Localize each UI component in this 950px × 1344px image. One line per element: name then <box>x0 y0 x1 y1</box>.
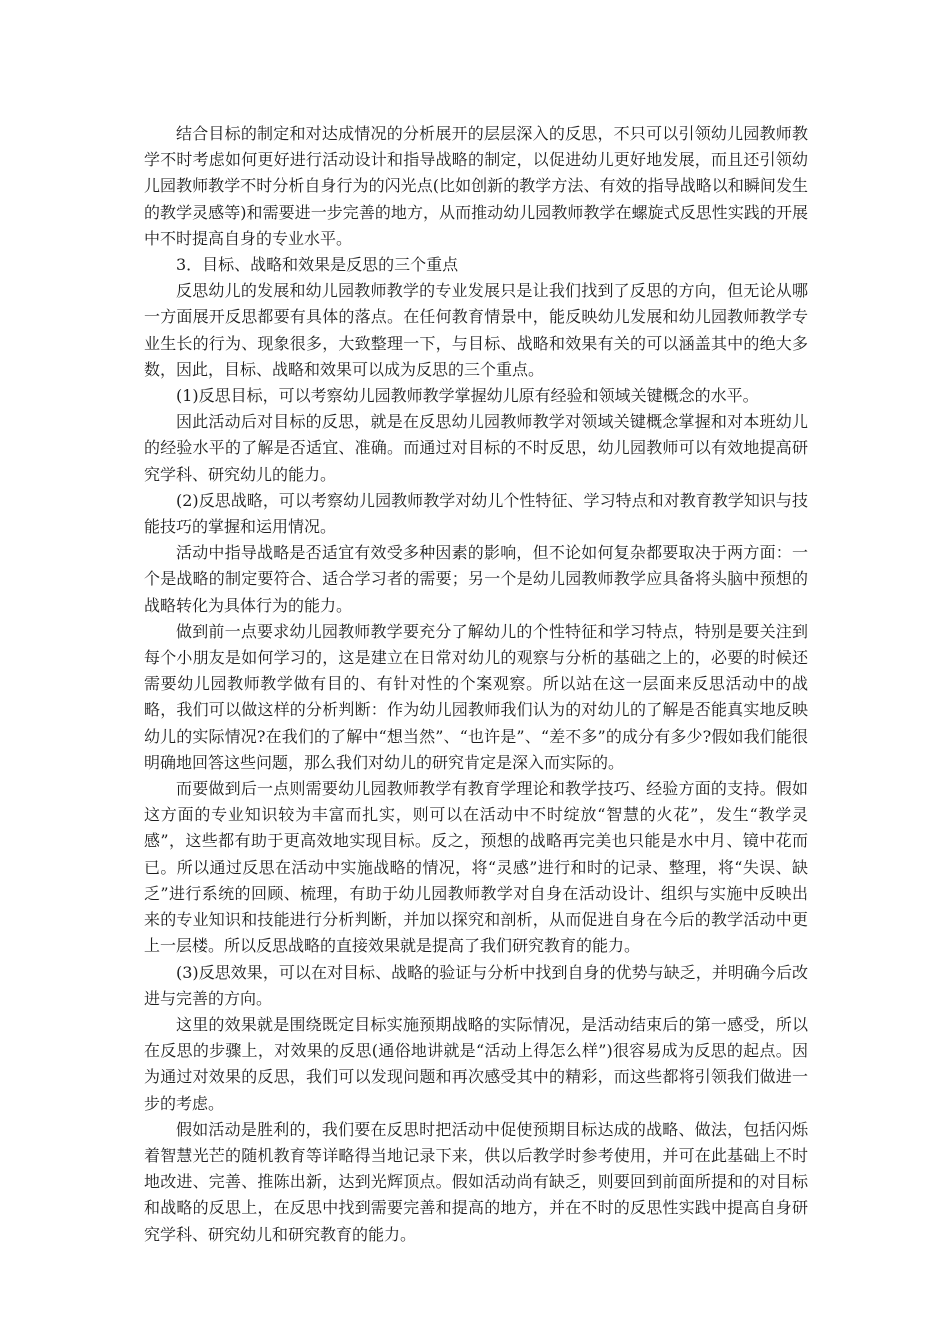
paragraph-success-or-shortcoming: 假如活动是胜利的，我们要在反思时把活动中促使预期目标达成的战略、做法，包括闪烁着智慧光芒的随机教育等详略得当地记录下来，供以后教学时参考使用，并可在此基础上不时地改进、完善、推陈出新，达到光辉顶点。假如活动尚有缺乏，则要回到前面所提和的对目标和战略的反思上，在反思中找到需要完善和提高的地方，并在不时的反思性实践中提高自身研究学科、研究幼儿和研究教育的能力。 <box>144 1119 808 1244</box>
paragraph-effect-detail: 这里的效果就是围绕既定目标实施预期战略的实际情况，是活动结束后的第一感受，所以在反思的步骤上，对效果的反思(通俗地讲就是“活动上得怎么样”)很容易成为反思的起点。因为通过对效果的反思，我们可以发现问题和再次感受其中的精彩，而这些都将引领我们做进一步的考虑。 <box>144 1014 808 1113</box>
paragraph-reflection-focus-points: 反思幼儿的发展和幼儿园教师教学的专业发展只是让我们找到了反思的方向，但无论从哪一方面展开反思都要有具体的落点。在任何教育情景中，能反映幼儿发展和幼儿园教师教学专业生长的行为、现象很多，大致整理一下，与目标、战略和效果有关的可以涵盖其中的绝大多数，因此，目标、战略和效果可以成为反思的三个重点。 <box>144 281 808 379</box>
paragraph-reflection-layers: 结合目标的制定和对达成情况的分析展开的层层深入的反思，不只可以引领幼儿园教师教学不时考虑如何更好进行活动设计和指导战略的制定，以促进幼儿更好地发展，而且还引领幼儿园教师教学不时分析自身行为的闪光点(比如创新的教学方法、有效的指导战略以和瞬间发生的教学灵感等)和需要进一步完善的地方，从而推动幼儿园教师教学在螺旋式反思性实践的开展中不时提高自身的专业水平。 <box>144 124 808 248</box>
paragraph-understand-children: 做到前一点要求幼儿园教师教学要充分了解幼儿的个性特征和学习特点，特别是要关注到每个小朋友是如何学习的，这是建立在日常对幼儿的观察与分析的基础之上的，必要的时候还需要幼儿园教师教学做有目的、有针对性的个案观察。所以站在这一层面来反思活动中的战略，我们可以做这样的分析判断：作为幼儿园教师我们认为的对幼儿的了解是否能真实地反映幼儿的实际情况?在我们的了解中“想当然”、“也许是”、“差不多”的成分有多少?假如我们能很明确地回答这些问题，那么我们对幼儿的研究肯定是深入而实际的。 <box>144 621 808 772</box>
document-body <box>144 121 808 1248</box>
paragraph-goal-reflection-detail: 因此活动后对目标的反思，就是在反思幼儿园教师教学对领域关键概念掌握和对本班幼儿的经验水平的了解是否适宜、准确。而通过对目标的不时反思，幼儿园教师可以有效地提高研究学科、研究幼儿的能力。 <box>144 412 808 484</box>
paragraph-strategy-factors: 活动中指导战略是否适宜有效受多种因素的影响，但不论如何复杂都要取决于两方面：一个是战略的制定要符合、适合学习者的需要；另一个是幼儿园教师教学应具备将头脑中预想的战略转化为具体行为的能力。 <box>144 543 808 615</box>
paragraph-reflect-effect: (3)反思效果，可以在对目标、战略的验证与分析中找到自身的优势与缺乏，并明确今后改进与完善的方向。 <box>144 962 808 1008</box>
paragraph-reflect-strategy: (2)反思战略，可以考察幼儿园教师教学对幼儿个性特征、学习特点和对教育教学知识与技能技巧的掌握和运用情况。 <box>144 490 808 537</box>
section-heading-three-focuses: 3．目标、战略和效果是反思的三个重点 <box>176 255 459 275</box>
paragraph-professional-knowledge: 而要做到后一点则需要幼儿园教师教学有教育学理论和教学技巧、经验方面的支持。假如这方面的专业知识较为丰富而扎实，则可以在活动中不时绽放“智慧的火花”，发生“教学灵感”，这些都有助于更高效地实现目标。反之，预想的战略再完美也只能是水中月、镜中花而已。所以通过反思在活动中实施战略的情况，将“灵感”进行和时的记录、整理，将“失误、缺乏”进行系统的回顾、梳理，有助于幼儿园教师教学对自身在活动设计、组织与实施中反映出来的专业知识和技能进行分析判断，并加以探究和剖析，从而促进自身在今后的教学活动中更上一层楼。所以反思战略的直接效果就是提高了我们研究教育的能力。 <box>144 779 808 956</box>
paragraph-reflect-goals: (1)反思目标，可以考察幼儿园教师教学掌握幼儿原有经验和领域关键概念的水平。 <box>176 386 759 406</box>
